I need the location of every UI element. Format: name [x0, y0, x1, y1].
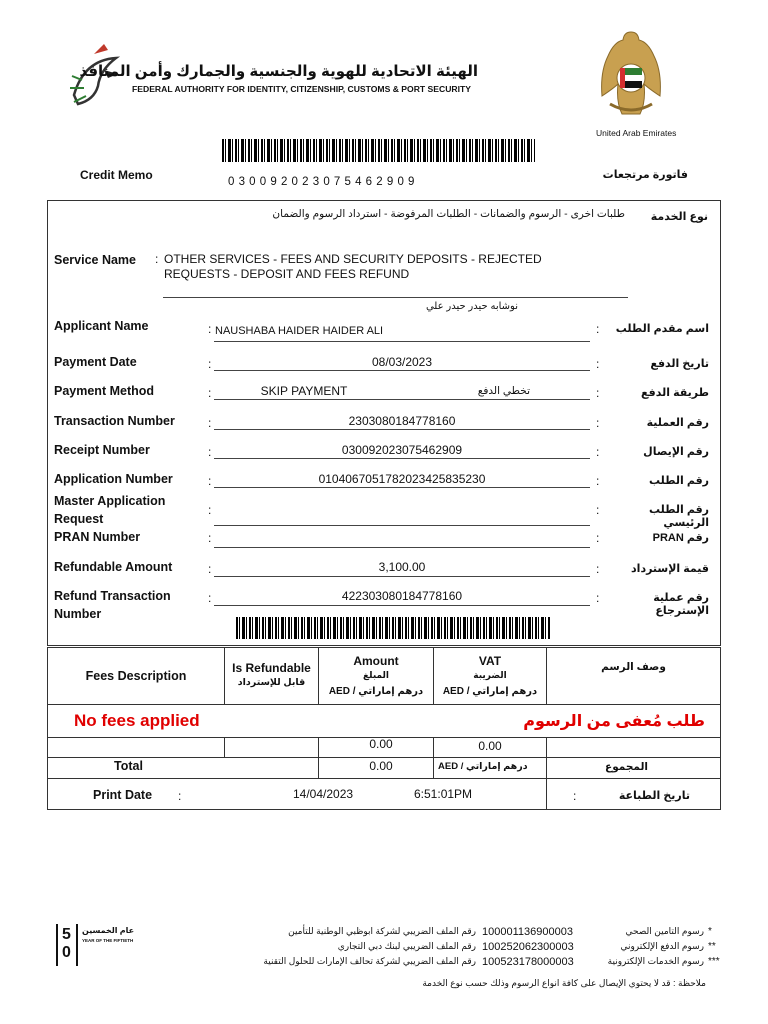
payment-method-value-ar: تخطي الدفع — [477, 385, 530, 397]
memo-number: 0 3 0 0 9 2 0 2 3 0 7 5 4 6 2 9 0 9 — [228, 176, 415, 188]
transaction-number-value: 2303080184778160 — [348, 414, 456, 428]
transaction-number-colon-ar: : — [596, 416, 600, 430]
payment-method-label: Payment Method — [54, 384, 155, 398]
footer-note-tax-ar: رقم الملف الضريبي لبنك دبي التجاري — [337, 941, 476, 951]
transaction-number-label: Transaction Number — [54, 414, 175, 428]
applicant-name-line — [214, 341, 590, 342]
applicant-name-colon: : — [208, 322, 212, 336]
refund-barcode — [236, 617, 550, 639]
footer-disclaimer-ar: ملاحظة : قد لا يحتوي الإيصال على كافة انواع الرسوم وذلك حسب نوع الخدمة — [422, 978, 706, 988]
fee-row-desc-ar-cell — [546, 737, 721, 758]
total-label-ar: المجموع — [605, 761, 648, 773]
footer-note-row — [250, 956, 728, 972]
uae-emblem — [596, 26, 666, 121]
footer-note-tax-ar: رقم الملف الضريبي لشركة تحالف الإمارات للحلول التقنية — [263, 956, 476, 966]
service-name-label: Service Name — [54, 253, 137, 267]
payment-date-value: 08/03/2023 — [371, 355, 433, 369]
payment-method-colon: : — [208, 386, 212, 400]
pran-number-label-ar: رقم PRAN — [652, 532, 709, 544]
payment-method-value: SKIP PAYMENT — [260, 384, 348, 398]
print-date-value: 14/04/2023 — [293, 787, 354, 801]
total-label-cell — [47, 757, 319, 779]
applicant-name-label-ar: اسم مقدم الطلب — [615, 323, 709, 335]
applicant-name-label: Applicant Name — [54, 319, 149, 333]
refund-transaction-label-ar: رقم عملية الإسترجاع — [653, 592, 709, 617]
footer-note-marker: ** — [708, 941, 716, 952]
fifty-number: 50 — [62, 926, 71, 961]
master-application-colon-ar: : — [596, 503, 600, 517]
print-date-colon-ar: : — [573, 789, 577, 803]
authority-name-en: FEDERAL AUTHORITY FOR IDENTITY, CITIZENSHIP, CUSTOMS & PORT SECURITY — [132, 84, 472, 94]
pran-number-label: PRAN Number — [54, 530, 141, 544]
amount-header-unit: AED / درهم إماراتي — [328, 686, 424, 697]
pran-number-colon-ar: : — [596, 531, 600, 545]
service-type-label-ar: نوع الخدمة — [650, 211, 708, 223]
credit-memo-title: Credit Memo — [80, 168, 153, 182]
year-of-fiftieth-logo — [56, 924, 156, 966]
total-unit: AED / درهم إماراتي — [438, 761, 528, 772]
applicant-name-ar-value: نوشابه حيدر حيدر علي — [425, 301, 518, 312]
receipt-number-line — [214, 458, 590, 459]
application-number-label-ar: رقم الطلب — [649, 475, 709, 487]
fee-row-refundable-cell — [224, 737, 319, 758]
vat-header: VAT — [478, 654, 502, 668]
refundable-amount-colon-ar: : — [596, 562, 600, 576]
footer-note-marker: *** — [708, 956, 720, 967]
footer-note-tax-ar: رقم الملف الضريبي لشركة ابوظبي الوطنية للتأمين — [288, 926, 476, 936]
applicant-name-value: NAUSHABA HAIDER HAIDER ALI — [215, 325, 384, 337]
service-type-value-ar: طلبات اخرى - الرسوم والضمانات - الطلبات المرفوضة - استرداد الرسوم والضمان — [272, 208, 625, 220]
refundable-amount-line — [214, 576, 590, 577]
emblem-caption: United Arab Emirates — [596, 128, 677, 138]
master-application-label-line2: Request — [54, 512, 104, 526]
application-number-value: 01040670517820234258352​30 — [318, 472, 486, 486]
fees-desc-ar-header-cell — [546, 647, 721, 705]
total-amount: 0.00 — [369, 759, 393, 773]
master-application-label-ar: رقم الطلب الرئيسي — [649, 504, 709, 529]
print-date-label: Print Date — [93, 788, 153, 802]
receipt-number-value: 030092023075462909 — [341, 443, 463, 457]
amount-header: Amount — [353, 654, 399, 668]
payment-date-colon: : — [208, 357, 212, 371]
applicant-name-colon-ar: : — [596, 322, 600, 336]
master-application-colon: : — [208, 503, 212, 517]
payment-method-label-ar: طريقة الدفع — [641, 387, 709, 399]
footer-note-number: 100001136900003 — [482, 926, 573, 938]
refund-transaction-line — [214, 605, 590, 606]
fees-description-header-ar: وصف الرسم — [601, 661, 666, 673]
application-number-colon-ar: : — [596, 474, 600, 488]
fee-row-amount: 0.00 — [369, 737, 393, 751]
refund-transaction-value: 422303080184778160 — [341, 589, 463, 603]
receipt-number-colon-ar: : — [596, 445, 600, 459]
fees-refundable-header-cell — [224, 647, 319, 705]
is-refundable-header: Is Refundable — [232, 661, 311, 675]
payment-date-line — [214, 370, 590, 371]
total-label: Total — [114, 759, 143, 773]
vat-header-ar: الضريبة — [473, 670, 507, 680]
footer-note-desc-ar: رسوم الخدمات الإلكترونية — [607, 956, 704, 966]
refund-transaction-colon: : — [208, 591, 212, 605]
amount-header-ar: المبلغ — [363, 670, 389, 680]
pran-number-colon: : — [208, 531, 212, 545]
transaction-number-label-ar: رقم العملية — [646, 417, 709, 429]
is-refundable-header-ar: قابل للإسترداد — [237, 677, 306, 688]
refund-transaction-label-line2: Number — [54, 607, 102, 621]
pran-number-line — [214, 547, 590, 548]
no-fees-applied: No fees applied — [74, 711, 200, 730]
footer-note-number: 100523178000003 — [482, 956, 574, 968]
transaction-number-line — [214, 429, 590, 430]
service-divider — [163, 297, 628, 298]
application-number-label: Application Number — [54, 472, 173, 486]
master-application-label-line1: Master Application — [54, 494, 166, 508]
footer-note-desc-ar: رسوم الدفع الإلكتروني — [620, 941, 704, 951]
footer-note-number: 100252062300003 — [482, 941, 574, 953]
authority-name-ar: الهيئة الاتحادية للهوية والجنسية والجمارك وأمن المنافذ — [79, 63, 478, 80]
year-of-fiftieth-ar: عام الخمسين — [82, 926, 135, 935]
print-time-value: 6:51:01PM — [414, 787, 473, 801]
refund-transaction-colon-ar: : — [596, 591, 600, 605]
refund-transaction-label-line1: Refund Transaction — [54, 589, 171, 603]
receipt-number-colon: : — [208, 445, 212, 459]
service-name-colon: : — [155, 252, 159, 266]
memo-barcode — [222, 139, 535, 162]
transaction-number-colon: : — [208, 416, 212, 430]
refundable-amount-value: 3,100.00 — [378, 560, 426, 574]
footer-note-row — [250, 926, 728, 942]
print-date-label-ar: تاريخ الطباعة — [618, 790, 690, 802]
fee-row-vat: 0.00 — [478, 739, 502, 753]
print-date-colon: : — [178, 789, 182, 803]
master-application-line — [214, 525, 590, 526]
refundable-amount-colon: : — [208, 562, 212, 576]
refundable-amount-label: Refundable Amount — [54, 560, 173, 574]
payment-date-label-ar: تاريخ الدفع — [650, 358, 709, 370]
application-number-line — [214, 487, 590, 488]
payment-date-label: Payment Date — [54, 355, 137, 369]
fees-description-header: Fees Description — [85, 669, 187, 683]
footer-note-row — [250, 941, 728, 957]
payment-date-colon-ar: : — [596, 357, 600, 371]
receipt-number-label: Receipt Number — [54, 443, 150, 457]
payment-method-colon-ar: : — [596, 386, 600, 400]
service-name-line2: REQUESTS - DEPOSIT AND FEES REFUND — [164, 267, 410, 281]
vat-header-unit: AED / درهم إماراتي — [442, 686, 538, 697]
no-fees-applied-ar: طلب مُعفى من الرسوم — [523, 713, 705, 730]
footer-note-marker: * — [708, 926, 712, 937]
application-number-colon: : — [208, 474, 212, 488]
receipt-number-label-ar: رقم الإيصال — [643, 446, 709, 458]
service-name-line1: OTHER SERVICES - FEES AND SECURITY DEPOSITS - REJECTED — [164, 252, 542, 266]
credit-memo-title-ar: فاتورة مرتجعات — [602, 169, 688, 181]
refundable-amount-label-ar: قيمة الإسترداد — [631, 563, 709, 575]
fee-row-desc-cell — [47, 737, 225, 758]
footer-note-desc-ar: رسوم التامين الصحي — [625, 926, 704, 936]
year-of-fiftieth-en: YEAR OF THE FIFTIETH — [82, 938, 134, 943]
payment-method-line — [214, 399, 590, 400]
